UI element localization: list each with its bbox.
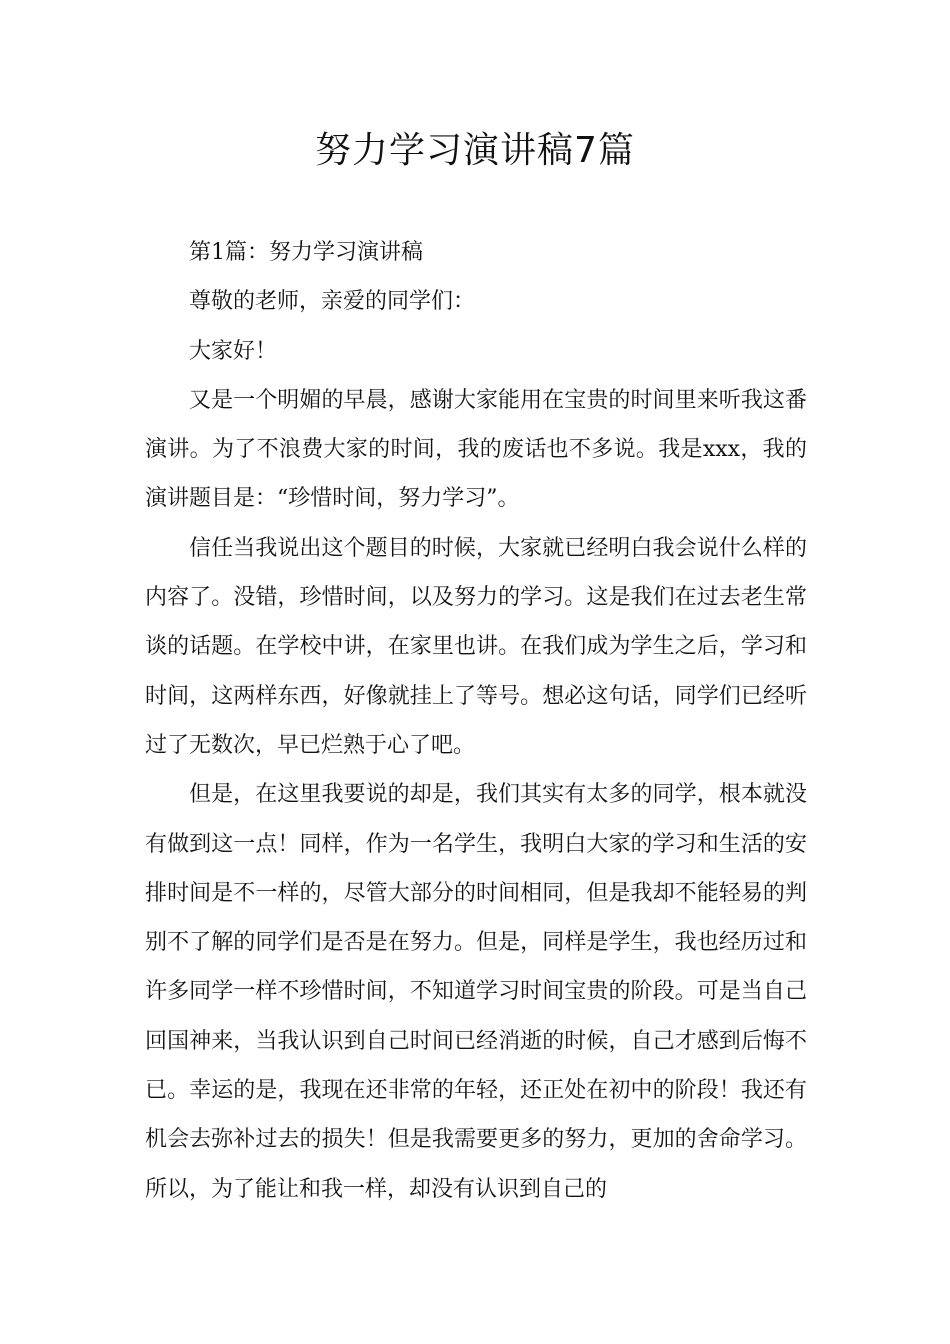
body-paragraph: 信任当我说出这个题目的时候，大家就已经明白我会说什么样的内容了。没错，珍惜时间，以及努力的学习。这是我们在过去老生常谈的话题。在学校中讲，在家里也讲。在我们成为学生之后，学习和时间，这两样东西，好像就挂上了等号。想必这句话，同学们已经听过了无数次，早已烂熟于心了吧。 xyxy=(145,535,807,758)
salutation: 尊敬的老师，亲爱的同学们： xyxy=(189,289,476,315)
body-paragraph: 又是一个明媚的早晨，感谢大家能用在宝贵的时间里来听我这番演讲。为了不浪费大家的时间，我的废话也不多说。我是xxx，我的演讲题目是：“珍惜时间，努力学习”。 xyxy=(145,387,807,512)
document-body xyxy=(145,228,807,1214)
body-paragraph: 但是，在这里我要说的却是，我们其实有太多的同学，根本就没有做到这一点！同样，作为一名学生，我明白大家的学习和生活的安排时间是不一样的，尽管大部分的时间相同，但是我却不能轻易的判别不了解的同学们是否是在努力。但是，同样是学生，我也经历过和许多同学一样不珍惜时间，不知道学习时间宝贵的阶段。可是当自己回国神来，当我认识到自己时间已经消逝的时候，自己才感到后悔不已。幸运的是，我现在还非常的年轻，还正处在初中的阶段！我还有机会去弥补过去的损失！但是我需要更多的努力，更加的舍命学习。所以，为了能让和我一样，却没有认识到自己的 xyxy=(145,782,807,1202)
document-title: 努力学习演讲稿7篇 xyxy=(315,130,635,171)
chapter-heading: 第1篇：努力学习演讲稿 xyxy=(189,240,423,265)
greeting: 大家好！ xyxy=(189,338,278,364)
